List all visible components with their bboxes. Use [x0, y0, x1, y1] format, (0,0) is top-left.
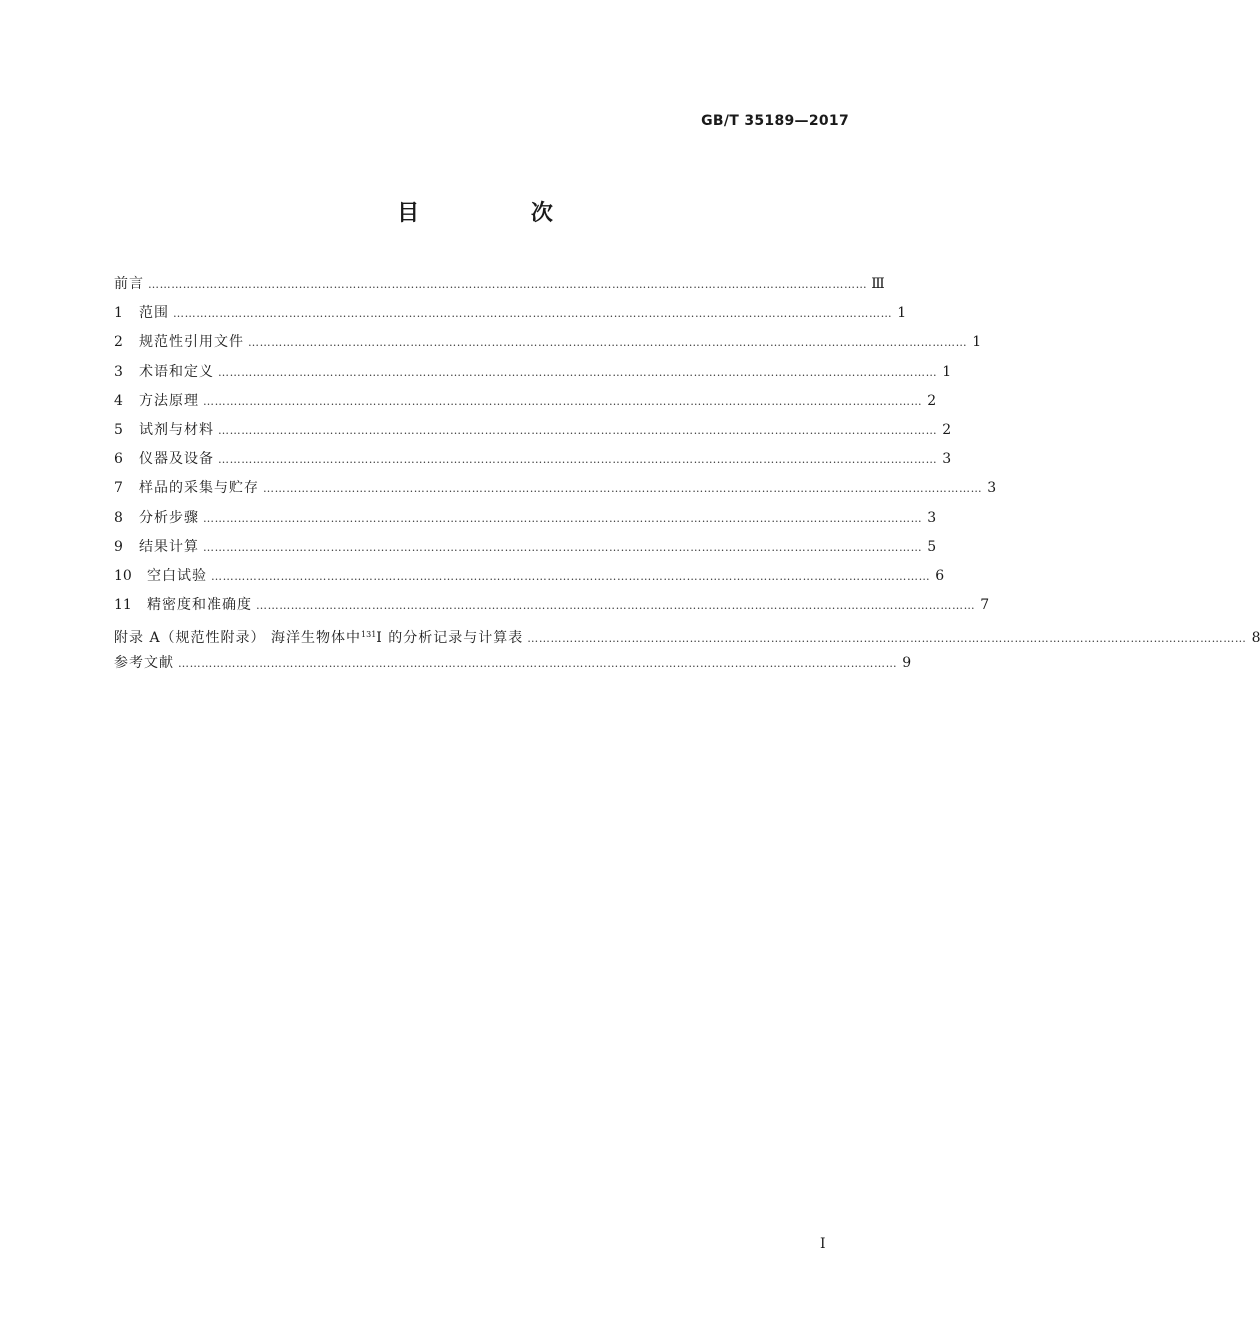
toc-label: 样品的采集与贮存 [139, 480, 259, 497]
toc-leader-dots: …………………………………………………………………………………………………………………………………………………………………… [256, 599, 976, 613]
toc-label: 空白试验 [147, 567, 207, 584]
toc-leader-dots: …………………………………………………………………………………………………………………………………………………………………… [148, 278, 868, 291]
standard-code: GB/T 35189—2017 [701, 113, 849, 129]
toc-label: 试剂与材料 [139, 421, 214, 438]
toc-page: 1 [942, 363, 952, 380]
toc-page: 1 [972, 334, 982, 351]
toc-page: 3 [927, 509, 937, 526]
toc-page: 1 [897, 305, 907, 322]
toc-entry-9[interactable] [114, 533, 937, 562]
toc-entry-7[interactable] [114, 474, 997, 503]
toc-page: Ⅲ [871, 276, 885, 292]
toc-leader-dots: …………………………………………………………………………………………………………………………………………………………………… [203, 394, 923, 408]
toc-label: 术语和定义 [139, 363, 214, 380]
toc-leader-dots: …………………………………………………………………………………………………………………………………………………………………… [178, 657, 898, 671]
toc-page: 8 [1251, 630, 1260, 647]
toc-leader-dots: …………………………………………………………………………………………………………………………………………………………………… [527, 632, 1247, 646]
toc-number: 7 [114, 480, 123, 497]
toc-number: 4 [114, 392, 123, 409]
toc-label-pre: 附录 A（规范性附录） 海洋生物体中 [114, 630, 362, 647]
toc-leader-dots: …………………………………………………………………………………………………………………………………………………………………… [263, 482, 983, 496]
toc-leader-dots: …………………………………………………………………………………………………………………………………………………………………… [203, 540, 923, 554]
toc-label: 结果计算 [139, 538, 199, 555]
toc-entry-11[interactable] [114, 591, 990, 620]
page-number: Ⅰ [820, 1236, 826, 1252]
toc-number: 11 [114, 597, 132, 614]
toc-leader-dots: …………………………………………………………………………………………………………………………………………………………………… [203, 511, 923, 525]
toc-entry-3[interactable] [114, 358, 952, 387]
toc-label: 仪器及设备 [139, 451, 214, 468]
toc-entry-8[interactable] [114, 504, 937, 533]
toc-entry-1[interactable] [114, 299, 907, 328]
toc-label: 参考文献 [114, 655, 174, 672]
toc-number: 6 [114, 451, 123, 468]
toc-page: 3 [987, 480, 997, 497]
toc-leader-dots: …………………………………………………………………………………………………………………………………………………………………… [218, 453, 938, 467]
toc-number: 9 [114, 538, 123, 555]
toc-entry-appendix-a[interactable] [114, 620, 1260, 649]
toc-page: 6 [935, 567, 945, 584]
toc-number: 10 [114, 567, 132, 584]
toc-page: 7 [980, 597, 990, 614]
page-title: 目 次 [397, 201, 605, 226]
toc-page: 2 [927, 392, 937, 409]
toc-number: 3 [114, 363, 123, 380]
toc-entry-6[interactable] [114, 445, 952, 474]
toc-number: 5 [114, 421, 123, 438]
toc-label: 方法原理 [139, 392, 199, 409]
toc-leader-dots: …………………………………………………………………………………………………………………………………………………………………… [218, 365, 938, 379]
toc-label: 规范性引用文件 [139, 334, 244, 351]
toc-leader-dots: …………………………………………………………………………………………………………………………………………………………………… [248, 336, 968, 350]
toc-label: 精密度和准确度 [147, 597, 252, 614]
toc-label: 分析步骤 [139, 509, 199, 526]
toc-page: 5 [927, 538, 937, 555]
toc-page: 3 [942, 451, 952, 468]
table-of-contents [114, 270, 1260, 679]
toc-page: 2 [942, 421, 952, 438]
toc-entry-references[interactable] [114, 649, 912, 678]
toc-label-post: I 的分析记录与计算表 [376, 630, 524, 647]
toc-entry-2[interactable] [114, 328, 982, 357]
toc-number: 2 [114, 334, 123, 351]
toc-number: 8 [114, 509, 123, 526]
toc-label: 前言 [114, 276, 144, 292]
toc-entry-foreword[interactable] [114, 270, 885, 299]
toc-entry-10[interactable] [114, 562, 945, 591]
toc-leader-dots: …………………………………………………………………………………………………………………………………………………………………… [173, 307, 893, 321]
toc-entry-4[interactable] [114, 387, 937, 416]
toc-leader-dots: …………………………………………………………………………………………………………………………………………………………………… [211, 569, 931, 583]
isotope-mass-number: 131 [361, 630, 377, 640]
toc-number: 1 [114, 305, 123, 322]
toc-page: 9 [902, 655, 912, 672]
toc-leader-dots: …………………………………………………………………………………………………………………………………………………………………… [218, 423, 938, 437]
toc-label: 范围 [139, 305, 169, 322]
toc-entry-5[interactable] [114, 416, 952, 445]
